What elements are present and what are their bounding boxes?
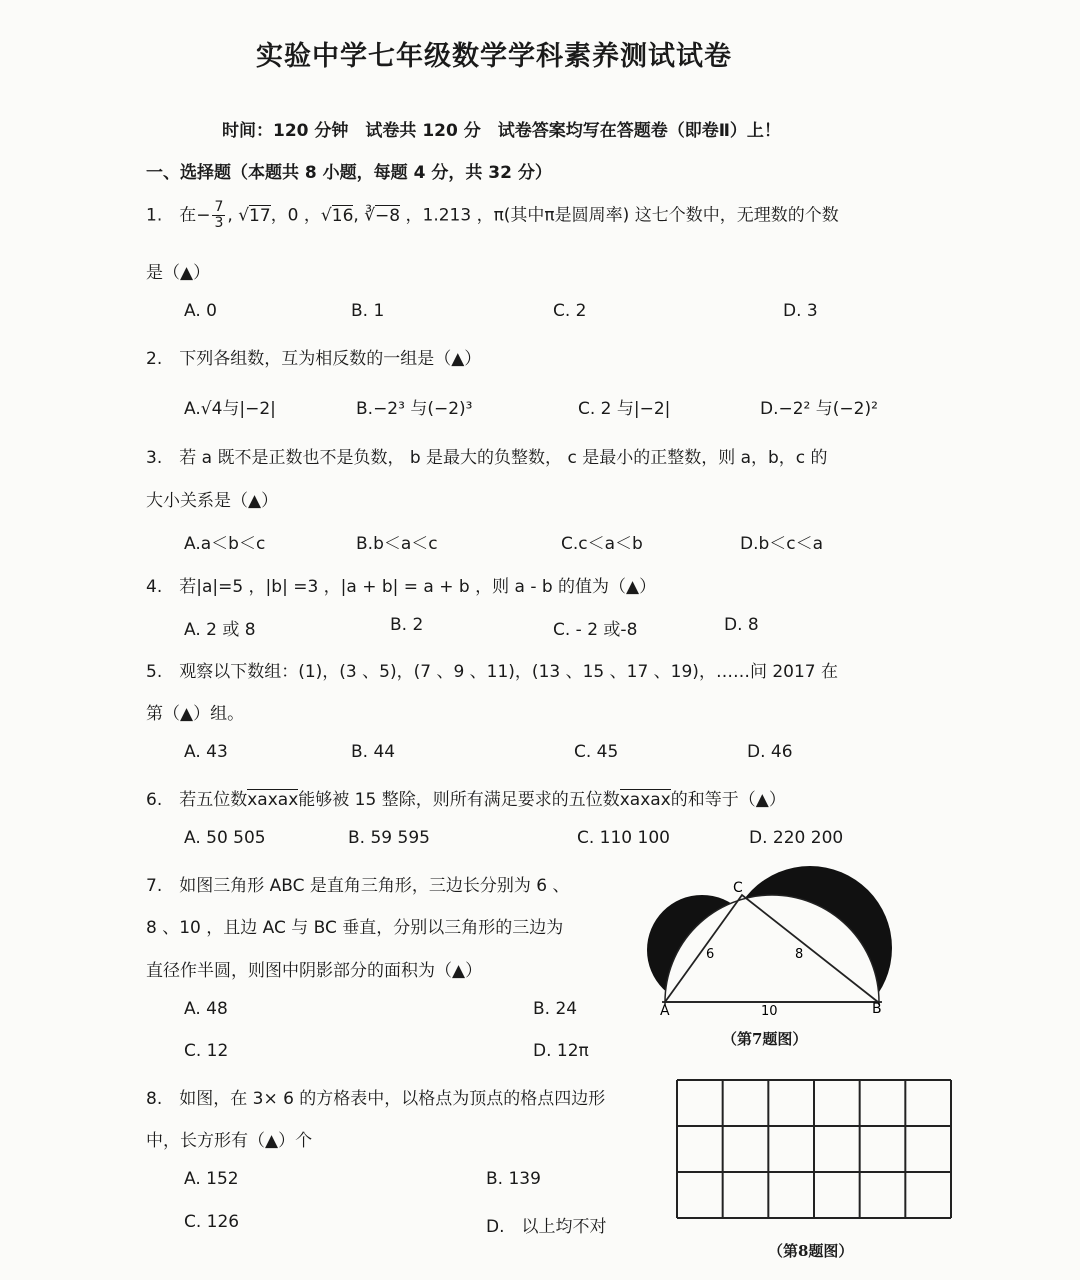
q3-option-d[interactable]: D.b＜c＜a	[740, 534, 824, 554]
q8-option-a[interactable]: A. 152	[184, 1169, 239, 1189]
label-c: C	[733, 880, 743, 896]
label-ac: 6	[706, 947, 715, 962]
q7-option-d[interactable]: D. 12π	[533, 1041, 589, 1061]
question-1-line-2: 是（▲）	[146, 263, 211, 283]
q7-option-a[interactable]: A. 48	[184, 999, 228, 1019]
q8-figure-caption: （第8题图）	[768, 1242, 854, 1260]
q7-figure	[632, 860, 900, 1020]
q1-option-a[interactable]: A. 0	[184, 301, 217, 321]
question-3-line-2: 大小关系是（▲）	[146, 491, 279, 511]
q4-option-d[interactable]: D. 8	[724, 615, 759, 635]
q2-option-d[interactable]: D.−2² 与(−2)²	[760, 399, 878, 419]
q4-option-c[interactable]: C. - 2 或-8	[553, 620, 638, 640]
label-b: B	[872, 1001, 882, 1017]
overlined-number: xaxax	[619, 790, 671, 810]
q6-option-b[interactable]: B. 59 595	[348, 828, 430, 848]
overlined-number: xaxax	[247, 790, 299, 810]
q5-option-c[interactable]: C. 45	[574, 742, 619, 762]
q7-option-b[interactable]: B. 24	[533, 999, 578, 1019]
exam-title: 实验中学七年级数学学科素养测试试卷	[256, 41, 732, 72]
q1-option-d[interactable]: D. 3	[783, 301, 818, 321]
q1-option-c[interactable]: C. 2	[553, 301, 587, 321]
section-heading: 一、选择题（本题共 8 小题，每题 4 分，共 32 分）	[146, 163, 552, 183]
q2-option-a[interactable]: A.√4与|−2|	[184, 399, 276, 419]
q3-option-b[interactable]: B.b＜a＜c	[356, 534, 438, 554]
q6-option-a[interactable]: A. 50 505	[184, 828, 266, 848]
question-4: 4. 若|a|=5 ，|b| =3 ，|a + b| = a + b ，则 a - b 的值为（▲）	[146, 577, 657, 597]
question-2: 2. 下列各组数，互为相反数的一组是（▲）	[146, 349, 482, 369]
question-7-line-2: 8 、10 ，且边 AC 与 BC 垂直，分别以三角形的三边为	[146, 918, 564, 938]
question-7-line-3: 直径作半圆，则图中阴影部分的面积为（▲）	[146, 961, 483, 981]
q4-option-a[interactable]: A. 2 或 8	[184, 620, 256, 640]
label-ab: 10	[761, 1004, 778, 1019]
exam-info: 时间：120 分钟 试卷共 120 分 试卷答案均写在答题卷（即卷Ⅱ）上！	[222, 121, 781, 141]
q7-figure-caption: （第7题图）	[722, 1030, 808, 1048]
question-1-line-1: 1. 在− $\frac{7}{3}$ , √17，0 ，√16, ∛−8 ，1.213 ，π(其中π是圆周率) 这七个数中，无理数的个数	[146, 199, 839, 231]
q5-option-d[interactable]: D. 46	[747, 742, 793, 762]
question-3-line-1: 3. 若 a 既不是正数也不是负数， b 是最大的负整数， c 是最小的正整数，则 a，b，c 的	[146, 448, 828, 468]
question-8-line-2: 中，长方形有（▲）个	[146, 1131, 313, 1151]
label-a: A	[660, 1003, 670, 1019]
q8-grid-figure	[674, 1077, 954, 1221]
q3-option-c[interactable]: C.c＜a＜b	[561, 534, 643, 554]
q7-option-c[interactable]: C. 12	[184, 1041, 229, 1061]
q5-option-a[interactable]: A. 43	[184, 742, 228, 762]
q3-option-a[interactable]: A.a＜b＜c	[184, 534, 266, 554]
q2-option-c[interactable]: C. 2 与|−2|	[578, 399, 671, 419]
q8-option-b[interactable]: B. 139	[486, 1169, 541, 1189]
q1-option-b[interactable]: B. 1	[351, 301, 385, 321]
q8-option-c[interactable]: C. 126	[184, 1212, 240, 1232]
question-7-line-1: 7. 如图三角形 ABC 是直角三角形，三边长分别为 6 、	[146, 876, 570, 896]
question-6: 6. 若五位数xaxax能够被 15 整除，则所有满足要求的五位数xaxax的和等于（▲）	[146, 790, 786, 810]
question-8-line-1: 8. 如图，在 3× 6 的方格表中，以格点为顶点的格点四边形	[146, 1089, 606, 1109]
q8-option-d[interactable]: D. 以上均不对	[486, 1217, 607, 1237]
fraction: $\frac{7}{3}$	[214, 199, 224, 231]
q2-option-b[interactable]: B.−2³ 与(−2)³	[356, 399, 473, 419]
q4-option-b[interactable]: B. 2	[390, 615, 424, 635]
q6-option-c[interactable]: C. 110 100	[577, 828, 670, 848]
label-bc: 8	[795, 947, 804, 962]
q5-option-b[interactable]: B. 44	[351, 742, 396, 762]
question-5-line-2: 第（▲）组。	[146, 704, 245, 724]
question-5-line-1: 5. 观察以下数组：(1)，(3 、5)，(7 、9 、11)，(13 、15 、17 、19)，……问 2017 在	[146, 662, 839, 682]
q6-option-d[interactable]: D. 220 200	[749, 828, 844, 848]
